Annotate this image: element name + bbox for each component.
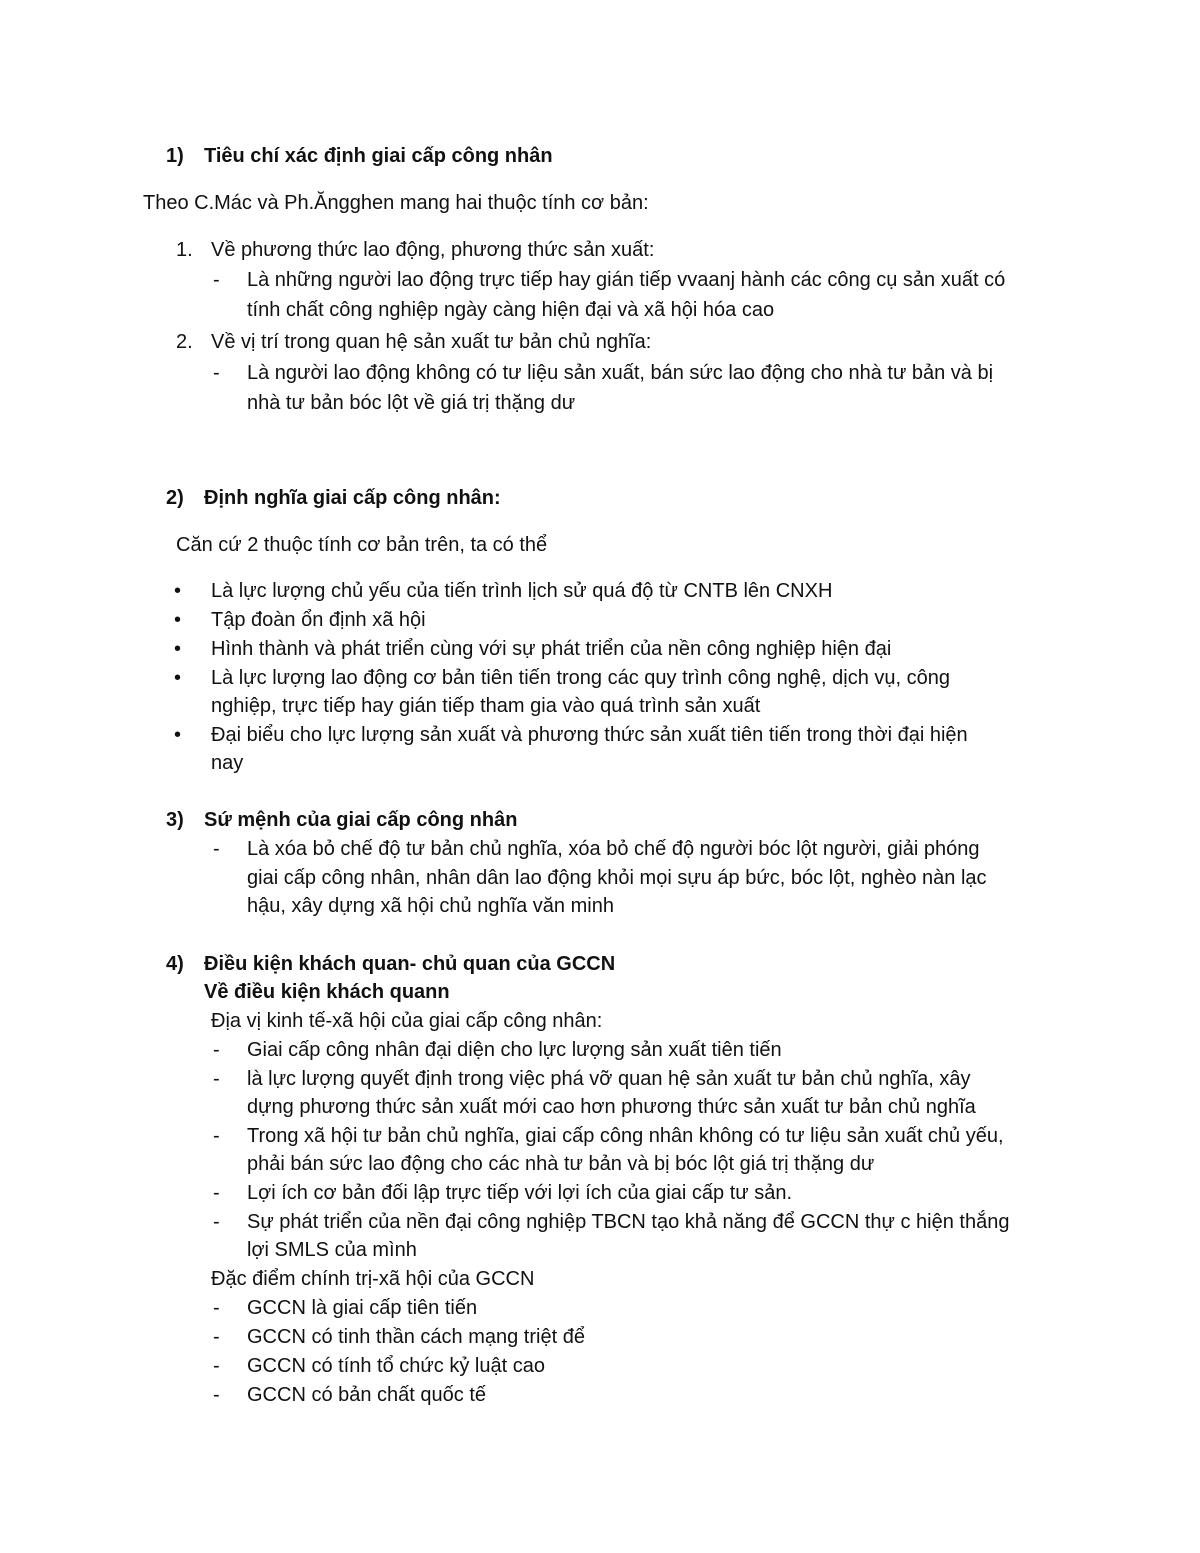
section-1-heading: Tiêu chí xác định giai cấp công nhân [204,145,553,167]
feature-item-3: GCCN có tính tổ chức kỷ luật cao [247,1355,545,1377]
item-2-title: Về vị trí trong quan hệ sản xuất tư bản chủ nghĩa: [211,331,652,353]
bullet-icon: • [174,580,182,602]
feature-item-2: GCCN có tinh thần cách mạng triệt để [247,1326,585,1348]
section-2-heading: Định nghĩa giai cấp công nhân: [204,487,501,509]
feature-item-1: GCCN là giai cấp tiên tiến [247,1297,478,1319]
item-2-text-line-1: Là người lao động không có tư liệu sản xuất, bán sức lao động cho nhà tư bản và bị [247,362,994,384]
bullet-icon: • [174,638,182,660]
section-3-number: 3) [166,809,184,831]
section-4-subheading: Về điều kiện khách quann [204,981,450,1003]
condition-item-3-line-1: Trong xã hội tư bản chủ nghĩa, giai cấp công nhân không có tư liệu sản xuất chủ yếu, [247,1125,1004,1147]
section-3-text-line-1: Là xóa bỏ chế độ tư bản chủ nghĩa, xóa bỏ chế độ người bóc lột người, giải phóng [247,838,980,860]
item-1-text-line-1: Là những người lao động trực tiếp hay gián tiếp vvaanj hành các công cụ sản xuất có [247,269,1006,291]
bullet-item-5-line-1: Đại biểu cho lực lượng sản xuất và phương thức sản xuất tiên tiến trong thời đại hiện [211,724,968,746]
section-3-dash: - [213,838,220,860]
item-1-title: Về phương thức lao động, phương thức sản xuất: [211,239,655,261]
condition-item-4: Lợi ích cơ bản đối lập trực tiếp với lợi ích của giai cấp tư sản. [247,1182,793,1204]
section-4-subtitle-1: Địa vị kinh tế-xã hội của giai cấp công nhân: [211,1010,603,1032]
bullet-item-5-line-2: nay [211,752,244,774]
feature-item-4: GCCN có bản chất quốc tế [247,1384,487,1406]
condition-item-2-line-1: là lực lượng quyết định trong việc phá vỡ quan hệ sản xuất tư bản chủ nghĩa, xây [247,1068,971,1090]
bullet-item-2: Tập đoàn ổn định xã hội [211,609,426,631]
condition-item-1: Giai cấp công nhân đại diện cho lực lượng sản xuất tiên tiến [247,1039,782,1061]
item-1-text-line-2: tính chất công nghiệp ngày càng hiện đại và xã hội hóa cao [247,299,775,321]
section-2-intro: Căn cứ 2 thuộc tính cơ bản trên, ta có thể [176,534,548,556]
section-4-dash: - [213,1384,220,1406]
section-4-dash: - [213,1068,220,1090]
section-4-dash: - [213,1125,220,1147]
bullet-item-4-line-1: Là lực lượng lao động cơ bản tiên tiến trong các quy trình công nghệ, dịch vụ, công [211,667,951,689]
section-4-dash: - [213,1182,220,1204]
section-2-number: 2) [166,487,184,509]
item-1-dash: - [213,269,220,291]
bullet-item-3: Hình thành và phát triển cùng với sự phát triển của nền công nghiệp hiện đại [211,638,892,660]
section-4-dash: - [213,1326,220,1348]
section-4-dash: - [213,1297,220,1319]
condition-item-2-line-2: dựng phương thức sản xuất mới cao hơn phương thức sản xuất tư bản chủ nghĩa [247,1096,976,1118]
condition-item-5-line-2: lợi SMLS của mình [247,1239,417,1261]
section-4-dash: - [213,1039,220,1061]
section-3-text-line-3: hậu, xây dựng xã hội chủ nghĩa văn minh [247,895,614,917]
item-2-dash: - [213,362,220,384]
section-3-heading: Sứ mệnh của giai cấp công nhân [204,809,518,831]
section-4-dash: - [213,1211,220,1233]
section-3-text-line-2: giai cấp công nhân, nhân dân lao động khỏi mọi sựu áp bức, bóc lột, nghèo nàn lạc [247,867,987,889]
item-1-number: 1. [176,239,193,261]
bullet-icon: • [174,609,182,631]
bullet-item-1: Là lực lượng chủ yếu của tiến trình lịch sử quá độ từ CNTB lên CNXH [211,580,833,602]
section-4-heading: Điều kiện khách quan- chủ quan của GCCN [204,953,616,975]
bullet-icon: • [174,724,182,746]
item-2-text-line-2: nhà tư bản bóc lột về giá trị thặng dư [247,392,576,414]
item-2-number: 2. [176,331,193,353]
condition-item-3-line-2: phải bán sức lao động cho các nhà tư bản và bị bóc lột giá trị thặng dư [247,1153,875,1175]
condition-item-5-line-1: Sự phát triển của nền đại công nghiệp TBCN tạo khả năng để GCCN thự c hiện thắng [247,1211,1010,1233]
section-4-number: 4) [166,953,184,975]
section-4-dash: - [213,1355,220,1377]
section-4-subtitle-2: Đặc điểm chính trị-xã hội của GCCN [211,1268,535,1290]
section-1-number: 1) [166,145,184,167]
bullet-item-4-line-2: nghiệp, trực tiếp hay gián tiếp tham gia vào quá trình sản xuất [211,695,761,717]
section-1-intro: Theo C.Mác và Ph.Ăngghen mang hai thuộc tính cơ bản: [143,192,649,214]
bullet-icon: • [174,667,182,689]
